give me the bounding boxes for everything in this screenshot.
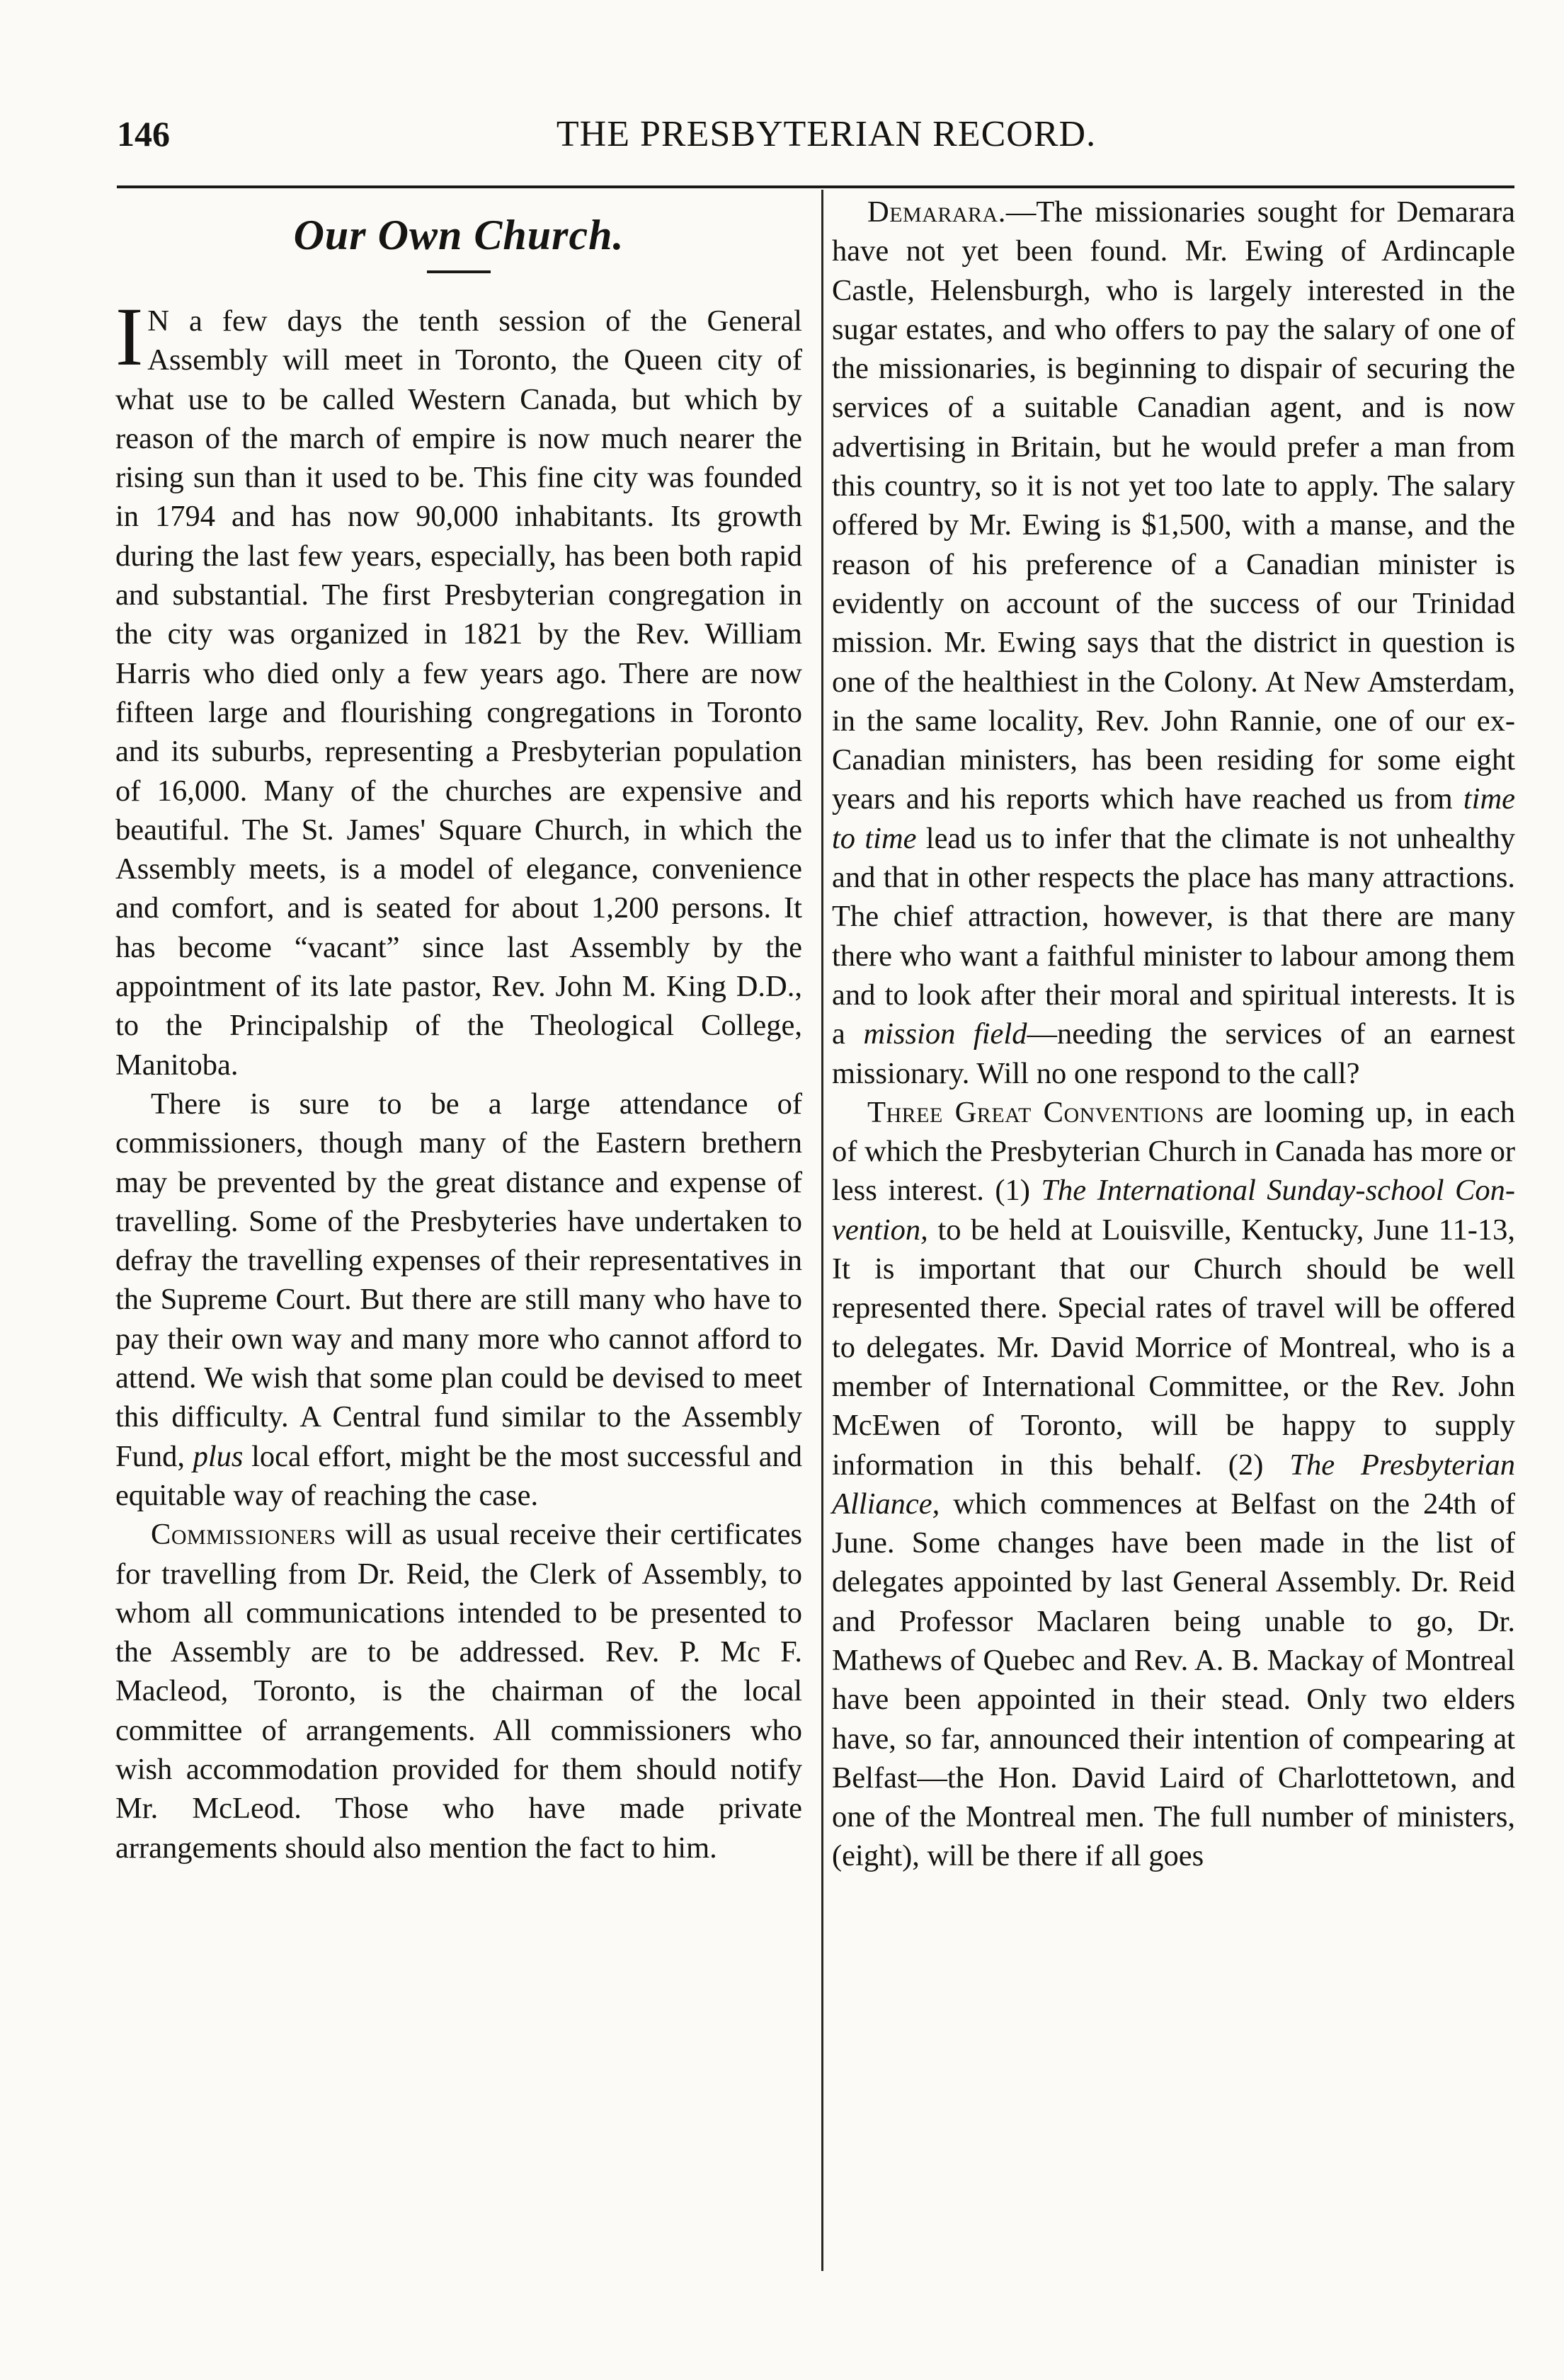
italic-phrase: time to time — [832, 782, 1516, 855]
italic-phrase: The Presbyterian Alliance, — [832, 1448, 1516, 1521]
italic-word: plus — [193, 1439, 244, 1473]
paragraph-text: N a few days the tenth session of the General Assembly will meet in Toronto, the Queen city of what use to be called Western Canada, but which by reason of the march of empire is now much nearer the rising sun than it used to be. This fine city was founded in 1794 and has now 90,000 inhabitants. Its growth during the last few years, especially, has been both rapid and substantial. The first Presbyterian congregation in the city was organized in 1821 by the Rev. William Harris who died only a few years ago. There are now fifteen large and flourishing congregations in Toronto and its suburbs, representing a Presbyterian population of 16,000. Many of the churches are expensive and beautiful. The St. James' Square Church, in which the Assembly meets, is a model of elegance, convenience and comfort, and is seated for about 1,200 persons. It has become “vacant” since last Assembly by the appointment of its late pastor, Rev. John M. King D.D., to the Principalship of the Theological College, Manitoba. — [115, 304, 802, 1082]
paragraph-text: lead us to infer that the climate is not unhealthy and that in other respects the place has many attractions. The chief attraction, however, is that there are many there who want a faithful minister to labour among them and to look after their moral and spiritual interests. It is a — [832, 821, 1515, 1051]
paragraph-demarara — [832, 193, 1515, 1093]
right-column — [832, 193, 1515, 1876]
paragraph-text: —needing the services of an earnest missionary. Will no one respond to the call? — [832, 1017, 1515, 1090]
paragraph-text: are looming up, in each of which the Presbyterian Church in Canada has more or less interest. (1) — [832, 1095, 1516, 1208]
heading-rule — [427, 270, 491, 273]
running-head — [117, 113, 1507, 170]
paragraph-text: local effort, might be the most successful and equitable way of reaching the case. — [115, 1439, 803, 1512]
paragraph-assembly-toronto — [115, 290, 802, 1085]
journal-title: THE PRESBYTERIAN RECORD. — [556, 114, 1097, 154]
drop-cap: I — [115, 290, 144, 383]
paragraph-text: —The missionaries sought for Demarara have not yet been found. Mr. Ewing of Ardincaple Castle, Helensburgh, who is largely interested in the sugar estates, and who offers to pay the salary of one of the missionaries, is beginning to dispair of securing the services of a suitable Canadian agent, and is now advertising in Britain, but he would prefer a man from this country, so it is not yet too late to apply. The salary offered by Mr. Ewing is $1,500, with a manse, and the reason of his preference of a Canadian minister is evidently on account of the success of our Trinidad mission. Mr. Ewing says that the district in question is one of the healthiest in the Colony. At New Amsterdam, in the same locality, Rev. John Rannie, one of our ex-Canadian ministers, has been residing for some eight years and his reports which have reached us from — [832, 195, 1515, 816]
column-divider — [821, 190, 823, 2271]
paragraph-commissioners — [115, 1515, 802, 1867]
paragraph-text: will as usual receive their certificates for travelling from Dr. Reid, the Clerk of Assembly, to whom all communications intended to be presented to the Assembly are to be addressed. Rev. P. Mc F. Macleod, Toronto, is the chairman of the local committee of arrangements. All commissioners who wish accommodation provided for them should notify Mr. McLeod. Those who have made private arrangements should also mention the fact to him. — [115, 1518, 803, 1865]
header-rule — [117, 185, 1514, 188]
lead-in: Demarara. — [867, 195, 1006, 229]
paragraph-conventions — [832, 1093, 1515, 1876]
page-number: 146 — [117, 114, 170, 154]
paragraph-text: which commences at Belfast on the 24th of June. Some changes have been made in the list of delegates appointed by last General Assembly. Dr. Reid and Professor Maclaren being unable to go, Dr. Mathews of Quebec and Rev. A. B. Mackay of Montreal have been appointed in their stead. Only two elders have, so far, announced their intention of compearing at Belfast—the Hon. David Laird of Charlottetown, and one of the Montreal men. The full number of ministers, (eight), will be there if all goes — [832, 1487, 1515, 1873]
paragraph-text: There is sure to be a large attendance of commissioners, though many of the Eastern brethern may be prevented by the great distance and expense of travelling. Some of the Presbyteries have undertaken to defray the travelling expenses of their representatives in the Supreme Court. But there are still many who have to pay their own way and many more who cannot afford to attend. We wish that some plan could be devised to meet this difficulty. A Central fund similar to the Assembly Fund, — [115, 1087, 802, 1473]
italic-phrase: The International Sunday-school Convention, — [832, 1174, 1515, 1247]
paragraph-attendance — [115, 1085, 802, 1515]
paragraph-text: to be held at Louisville, Kentucky, June 11-13, It is important that our Church should be well represented there. Special rates of travel will be offered to delegates. Mr. David Morrice of Montreal, who is a member of International Committee, or the Rev. John McEwen of Toronto, will be happy to supply information in this behalf. (2) — [832, 1213, 1515, 1482]
italic-phrase: mission field — [863, 1017, 1027, 1051]
lead-in: Three Great Conventions — [867, 1095, 1204, 1129]
lead-in: Commissioners — [151, 1518, 336, 1552]
left-column — [115, 193, 802, 1867]
section-heading: Our Own Church. — [293, 212, 624, 258]
